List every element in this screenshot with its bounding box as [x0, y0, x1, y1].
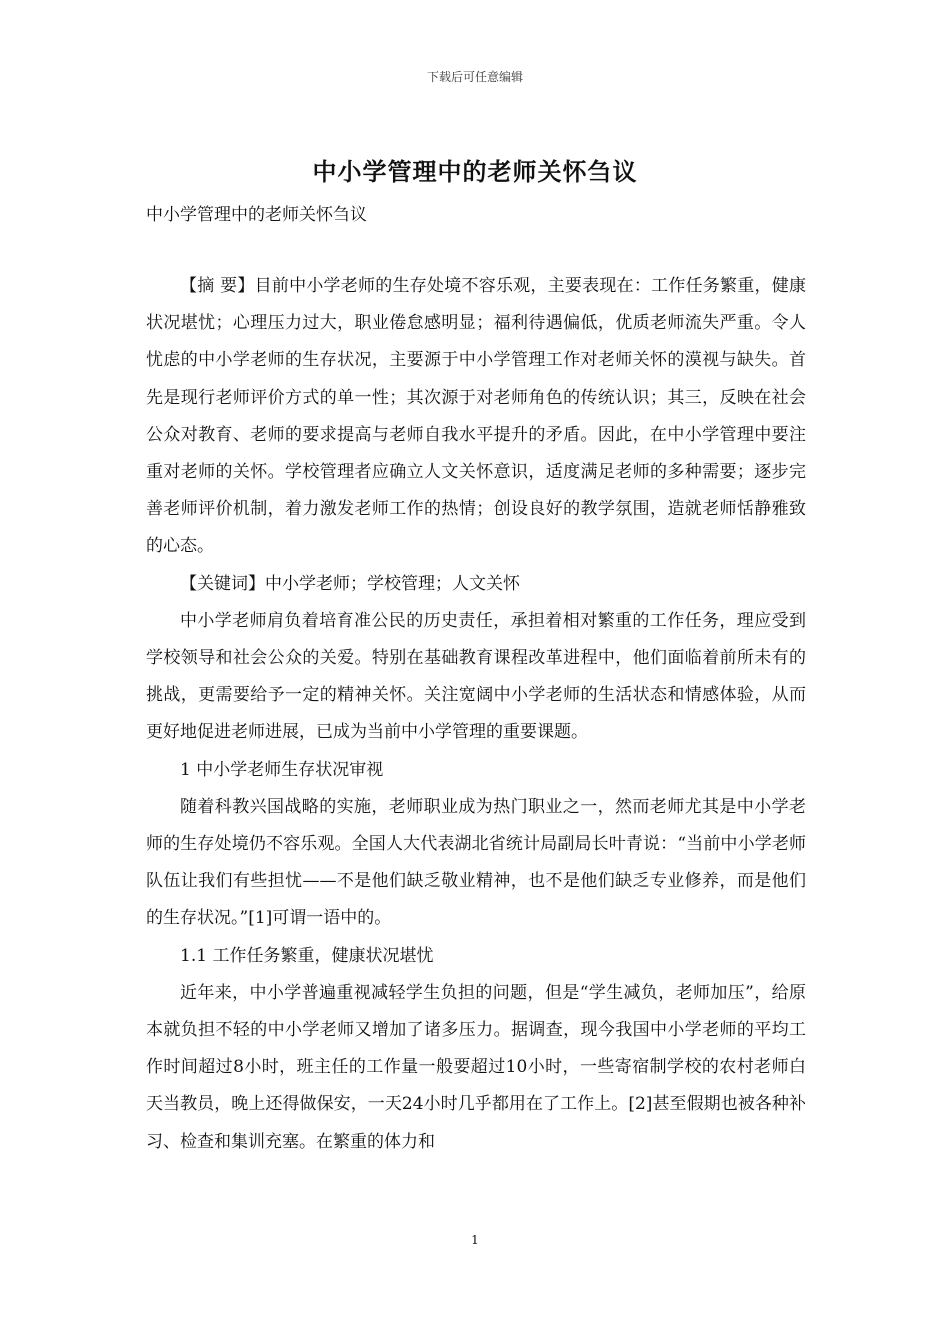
- keywords-paragraph: 【关键词】中小学老师；学校管理；人文关怀: [180, 573, 520, 594]
- section-1-paragraph: 随着科教兴国战略的实施，老师职业成为热门职业之一，然而老师尤其是中小学老师的生存处境仍不容乐观。全国人大代表湖北省统计局副局长叶青说：“当前中小学老师队伍让我们有些担忧——不是他们缺乏敬业精神，也不是他们缺乏专业修养，而是他们的生存状况。”[1]可谓一语中的。: [146, 796, 806, 929]
- document-title: 中小学管理中的老师关怀刍议: [312, 157, 638, 186]
- header-note: 下载后可任意编辑: [426, 70, 523, 84]
- section-1-1-paragraph: 近年来，中小学普遍重视减轻学生负担的问题，但是“学生减负，老师加压”，给原本就负担不轻的中小学老师又增加了诸多压力。据调查，现今我国中小学老师的平均工作时间超过8小时，班主任的工作量一般要超过10小时，一些寄宿制学校的农村老师白天当教员，晚上还得做保安，一天24小时几乎都用在了工作上。[2]甚至假期也被各种补习、检查和集训充塞。在繁重的体力和: [146, 982, 806, 1152]
- document-body: [146, 268, 806, 1161]
- page-number: 1: [471, 1233, 479, 1247]
- intro-paragraph: 中小学老师肩负着培育准公民的历史责任，承担着相对繁重的工作任务，理应受到学校领导和社会公众的关爱。特别在基础教育课程改革进程中，他们面临着前所未有的挑战，更需要给予一定的精神关怀。关注宽阔中小学老师的生活状态和情感体验，从而更好地促进老师进展，已成为当前中小学管理的重要课题。: [146, 610, 806, 743]
- section-heading-1-1: 1.1 工作任务繁重，健康状况堪忧: [180, 945, 434, 966]
- document-subtitle: 中小学管理中的老师关怀刍议: [146, 205, 367, 225]
- section-heading-1: 1 中小学老师生存状况审视: [180, 759, 384, 780]
- abstract-paragraph: 【摘 要】目前中小学老师的生存处境不容乐观，主要表现在：工作任务繁重，健康状况堪忧；心理压力过大，职业倦怠感明显；福利待遇偏低，优质老师流失严重。令人忧虑的中小学老师的生存状况，主要源于中小学管理工作对老师关怀的漠视与缺失。首先是现行老师评价方式的单一性；其次源于对老师角色的传统认识；其三，反映在社会公众对教育、老师的要求提高与老师自我水平提升的矛盾。因此，在中小学管理中要注重对老师的关怀。学校管理者应确立人文关怀意识，适度满足老师的多种需要；逐步完善老师评价机制，着力激发老师工作的热情；创设良好的教学氛围，造就老师恬静雅致的心态。: [146, 276, 806, 557]
